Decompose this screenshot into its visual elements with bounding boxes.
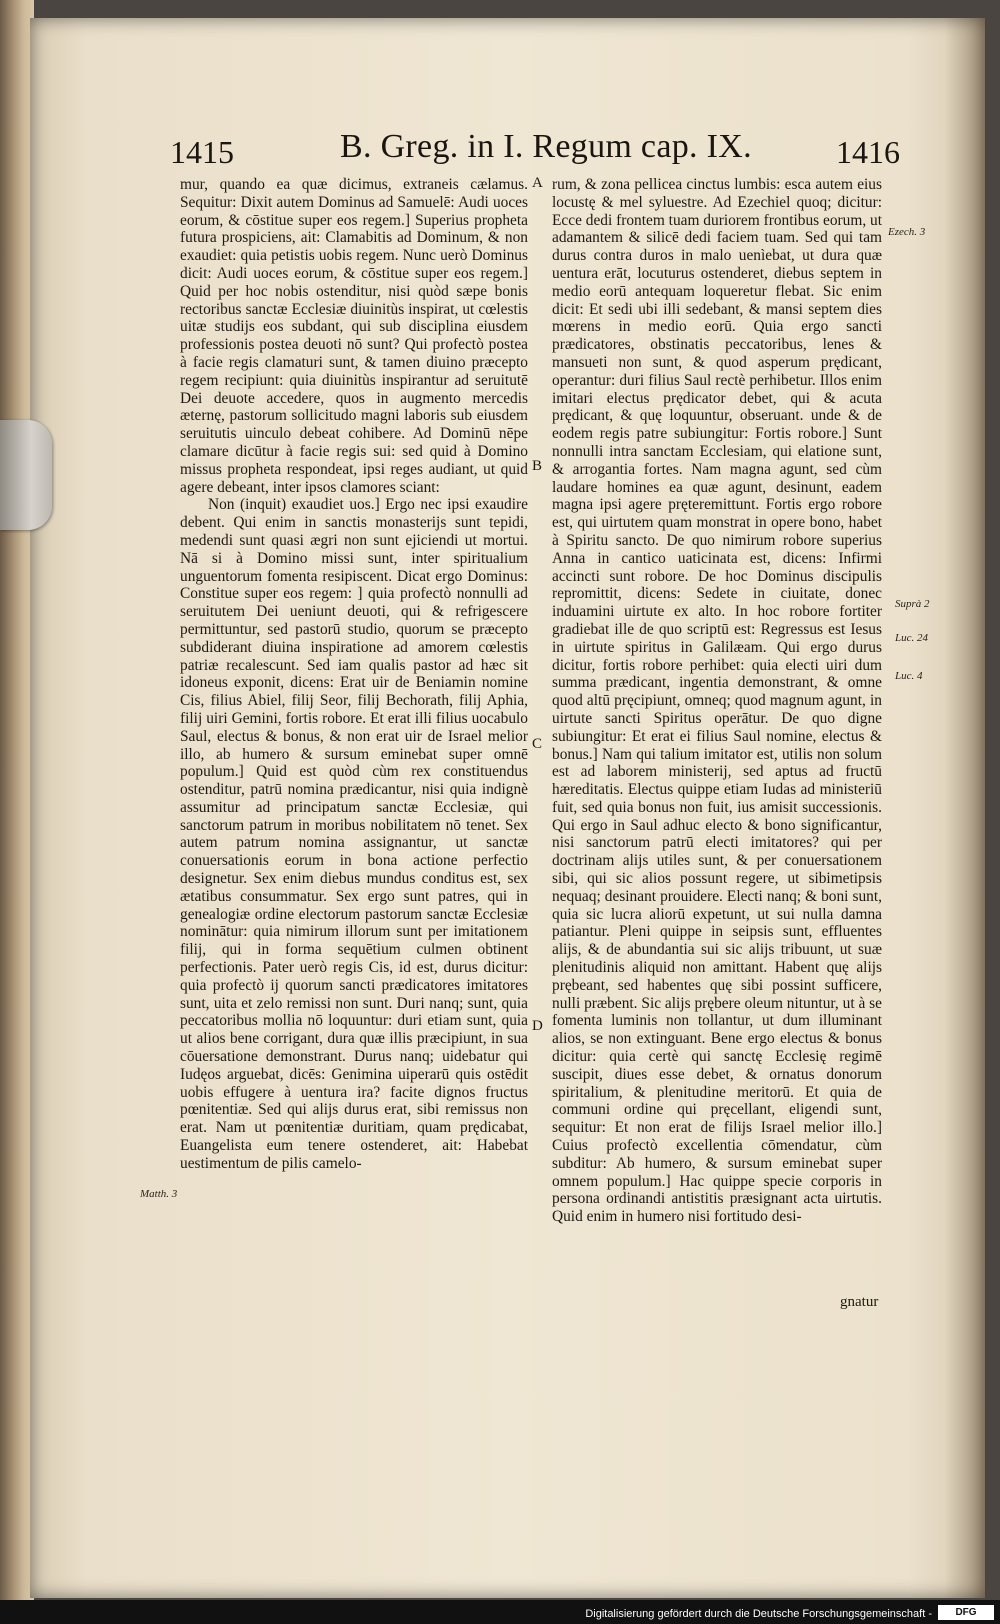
page-header xyxy=(170,128,900,176)
margin-note-luc24: Luc. 24 xyxy=(895,632,928,644)
paragraph: mur, quando ea quæ dicimus, extraneis cælamus. Sequitur: Dixit autem Dominus ad Samuelē: Audi uoces eorum, & cōstitue super eos regem.] Superius propheta futura prospiciens, ait: Clamabitis ad Dominum, & non exaudiet: quia petistis uobis regem. Nunc uerò Dominus dicit: Audi uoces eorum, & cōstitue super eos regem.] Quid per hoc nobis ostenditur, nisi quòd sæpe bonis rectoribus sanctæ Ecclesiæ diuinitùs inspirat, ut cœlestis uitæ studijs eos subdant, qui sub disciplina eiusdem professionis postea deuoti nō sunt? Qui profectò postea à facie regis clamaturi sunt, & tamen diuino præcepto regem recipiunt: quia diuinitùs inspirantur ad seruitutē Dei deuote accedere, quos in augmento mercedis æternę, pastorum sollicitudo magni laboris sub eiusdem seruitutis uinculo debeat cohibere. Ad Dominū nēpe clamare dicūtur à facie regis sui: sed quid à Domino missus propheta respondeat, ipsi reges audiant, ut quid agere debeant, inter ipsos clamores sciant: xyxy=(180,176,528,496)
text-column-left xyxy=(180,176,528,1173)
text-column-right xyxy=(552,176,882,1226)
margin-note-matth: Matth. 3 xyxy=(140,1188,178,1200)
digitization-footer xyxy=(0,1600,1000,1624)
paragraph: Non (inquit) exaudiet uos.] Ergo nec ipsi exaudire debent. Qui enim in sanctis monasterijs sunt tepidi, medendi sunt quasi ægri non sunt ejiciendi ut mortui. Nā si à Domino missi sunt, inter spiritualium unguentorum fomenta resipiscent. Dicat ergo Dominus: Constitue super eos regem: ] quia profectò nonnulli ad seruitutem Dei ueniunt deuoti, qui & refrigescere permittuntur, sed pastorū studio, quorum se præcepto subdiderant diuina inspiratione ad amorem cœlestis patriæ recalescunt. Sed iam qualis pastor ad hæc sit idoneus exponit, dicens: Erat uir de Beniamin nomine Cis, filius Abiel, filij Seor, filij Bechorath, filij Aphia, filij uiri Gemini, fortis robore. Et erat illi filius uocabulo Saul, electus & bonus, & non erat uir de Israel melior illo, ab humero & sursum eminebat super omnē populum.] Quid est quòd cùm rex constituendus ostenditur, patrū nomina prædicantur, nisi quia indignè assumitur ad principatum sanctæ Ecclesiæ, qui sanctorum patrum in moribus nobilitatem nō tenet. Sex autem patrum nomina assignantur, ut sanctæ conuersationis eorum in bona actione perfectio designetur. Sex enim diebus mundus conditus est, sex ætatibus consummatur. Sex ergo sunt patres, qui in genealogiæ ordine electorum pastorum sanctæ Ecclesiæ nominātur: quia nimirum illorum sunt per imitationem filij, qui in forma sequētium culmen obtinent perfectionis. Pater uerò regis Cis, id est, durus dicitur: quia profectò ij quorum sancti prædicatores imitatores sunt, uita et zelo remissi non sunt. Duri nanq; sunt, quia peccatoribus mollia nō loquuntur: duri etiam sunt, quia ut alios bene corrigant, dura quæ illis præcipiunt, in sua cōuersatione demonstrant. Durus nanq; uidebatur qui Iudęos arguebat, dicēs: Genimina uiperarū quis ostēdit uobis effugere à uentura ira? facite dignos fructus pœnitentiæ. Sed qui alijs durus erat, sibi remissus non erat. Nam ut pœnitentiæ duritiam, quam prędicabat, Euangelista eum tenere ostenderet, ait: Habebat uestimentum de pilis camelo- xyxy=(180,496,528,1172)
page-clip xyxy=(0,420,52,530)
dfg-logo: DFG xyxy=(938,1605,994,1620)
section-letter-b: B xyxy=(532,458,543,474)
page-number-right: 1416 xyxy=(836,134,900,170)
margin-note-luc4: Luc. 4 xyxy=(895,670,923,682)
book-page-edge xyxy=(0,0,34,1624)
section-letter-c: C xyxy=(532,736,543,752)
margin-note-supra: Suprà 2 xyxy=(895,598,930,610)
gutter-shadow xyxy=(945,18,985,1598)
catchword: gnatur xyxy=(840,1294,879,1310)
section-letter-a: A xyxy=(532,175,543,191)
running-title: B. Greg. in I. Regum cap. IX. xyxy=(340,128,752,165)
margin-note-ezech: Ezech. 3 xyxy=(888,226,926,238)
funding-notice: Digitalisierung gefördert durch die Deutsche Forschungsgemeinschaft - xyxy=(585,1608,932,1620)
section-letter-d: D xyxy=(532,1018,543,1034)
page-number-left: 1415 xyxy=(170,134,234,170)
paragraph: rum, & zona pellicea cinctus lumbis: esca autem eius locustę & mel syluestre. Ad Ezechiel quoq; dicitur: Ecce dedi frontem tuam duriorem frontibus eorum, ut adamantem & silicē dedi faciem tuam. Sed qui tam durus contra duros in malo uenìebat, ut dura quæ uentura erāt, locuturus ostenderet, diebus septem in medio eorū antequam loqueretur flebat. Sic enim dicit: Et sedi ubi illi sedebant, & mansi septem dies mœrens in medio eorū. Quia ergo sancti prædicatores, obstinatis peccatoribus, lenes & mansueti non sunt, & quod asperum prędicant, operantur: duri filius Saul rectè perhibetur. Illos enim imitari electus prędicator debet, qui & acuta prędicant, & quę loquuntur, obseruant. unde & de eodem regis patre subiungitur: Fortis robore.] Sunt nonnulli intra sanctam Ecclesiam, qui elatione sunt, & arrogantia fortes. Nam magna agunt, sed cùm laudare homines ea quæ agunt, desinunt, eadem magna ipsi agere pręteremittunt. Fortis ergo robore est, qui uirtutem quam monstrat in opere bono, habet à Spiritu sancto. De quo nimirum robore superius Anna in cantico uaticinata est, dicens: Infirmi accincti sunt robore. De hoc Dominus discipulis repromittit, dicens: Sedete in ciuitate, donec induamini uirtute ex alto. In hoc robore fortiter gradiebat ille de quo scriptū est: Regressus est Iesus in uirtute spiritus in Galilæam. Qui ergo durus dicitur, fortis robore perhibet: quia electi uiri dum summa prædicant, ingentia demonstrant, & omne quod altū pręcipiunt, omneq; quod magnum agunt, in uirtute sancti Spiritus operātur. De quo digne subiungitur: Et erat ei filius Saul nomine, electus & bonus.] Nam qui talium imitator est, utilis non solum est ad laborem ministerij, sed aptus ad fructū hæreditatis. Electus quippe etiam Iudas ad ministeriū fuit, sed quia bonus non fuit, ius amisit successionis. Qui ergo in Saul adhuc electo & bono significantur, nisi sanctorum patrū electi imitatores? qui per doctrinam alijs utiles sunt, & per conuersationem sibi, qui sic alios possunt regere, ut sibimetipsis nequaq; desinant prouidere. Electi nanq; & boni sunt, quia sic lucra aliorū expetunt, ut sui nulla damna patiantur. Pleni quippe in seipsis sunt, effluentes alijs, & de abundantia sui sic alijs tribuunt, ut suæ plenitudinis aliquid non amittant. Habent quę alijs prębeant, sed habentes quę sibi possint sufficere, nulli præbent. Sic alijs prębere oleum nituntur, ut à se fomenta luminis non tollantur, ut dum illuminant alios, se non extinguant. Bene ergo electus & bonus dicitur: quia certè qui sanctę Ecclesię regimē suscipit, diues esse debet, & ornatus donorum spiritalium, & plenitudine meritorū. Et quia de communi ordine qui pręcellant, eligendi sunt, sequitur: Et non erat de filijs Israel melior illo.] Cuius profectò excellentia cōmendatur, cùm subditur: Ab humero, & sursum eminebat super omnem populum.] Hac quippe specie corporis in persona ordinandi antistitis præsignant acta uirtutis. Quid enim in humero nisi fortitudo desi- xyxy=(552,176,882,1226)
